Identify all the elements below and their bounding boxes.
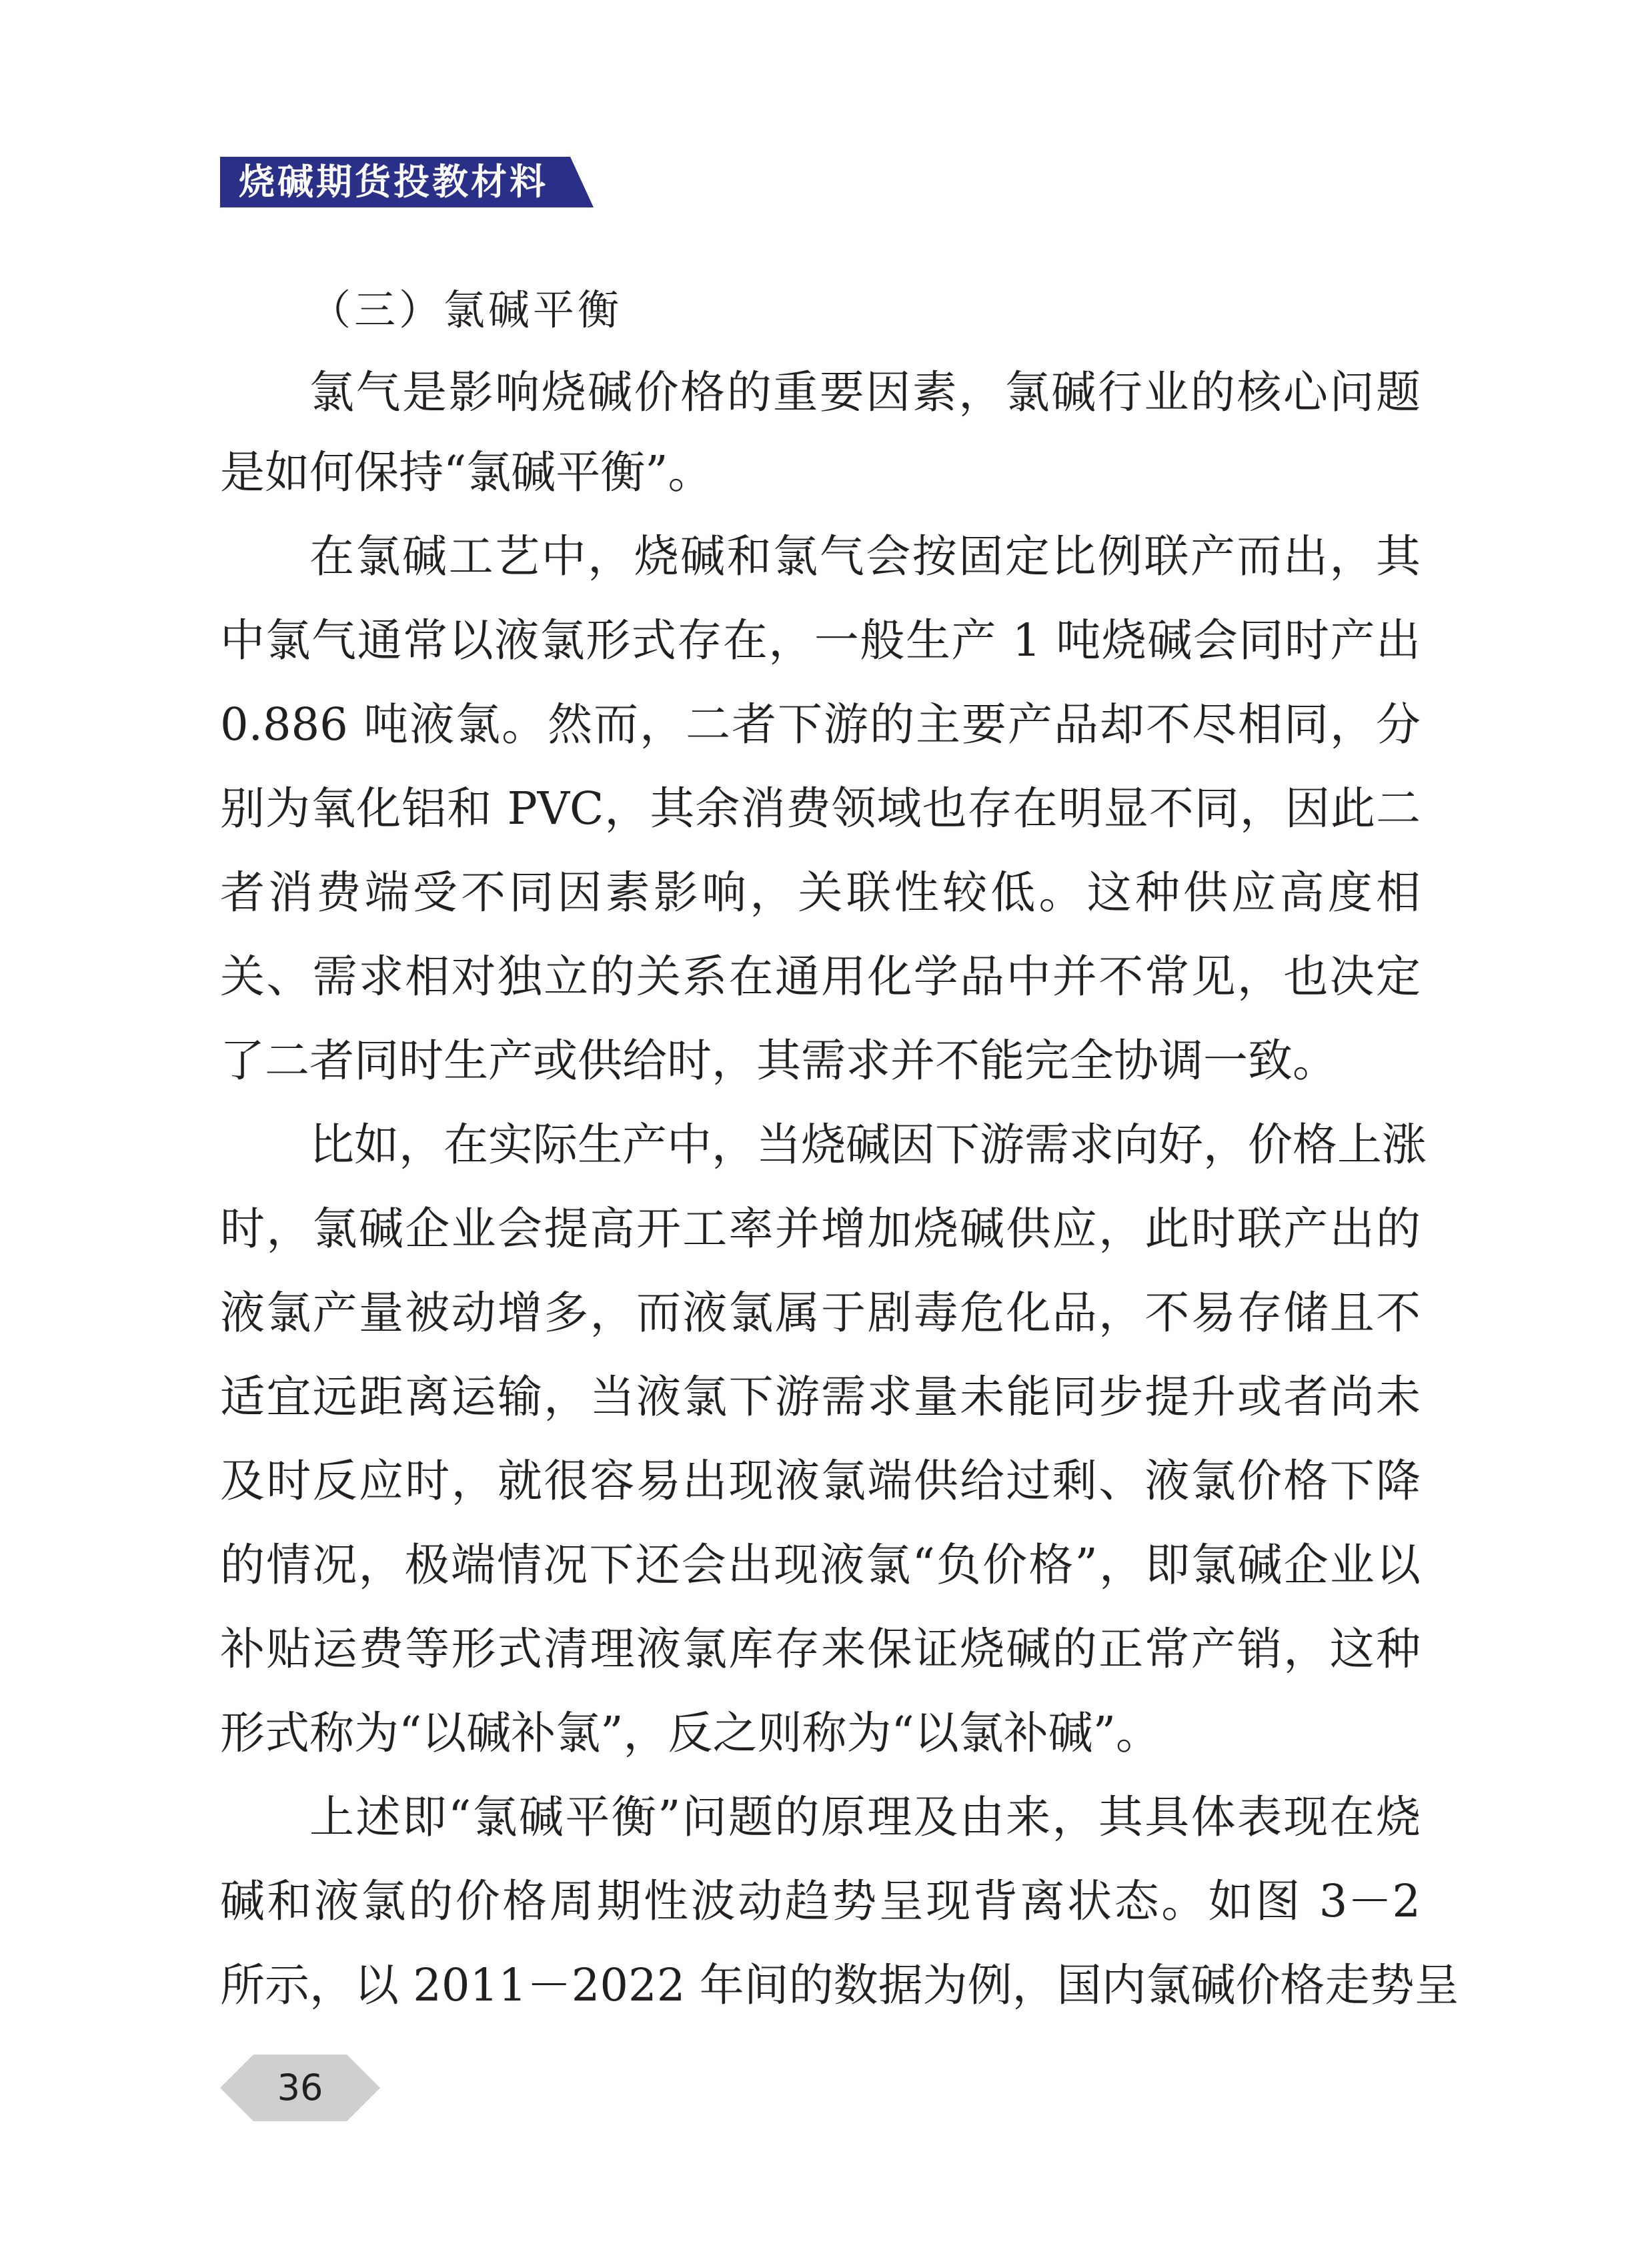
page-number: 36: [277, 2067, 323, 2109]
body-line: 液氯产量被动增多，而液氯属于剧毒危化品，不易存储且不: [220, 1287, 1421, 1339]
body-line: 时，氯碱企业会提高开工率并增加烧碱供应，此时联产出的: [220, 1203, 1421, 1255]
body-line: 比如，在实际生产中，当烧碱因下游需求向好，价格上涨: [309, 1119, 1427, 1171]
body-line: 在氯碱工艺中，烧碱和氯气会按固定比例联产而出，其: [309, 530, 1421, 582]
body-line: 氯气是影响烧碱价格的重要因素，氯碱行业的核心问题: [309, 366, 1421, 418]
body-line: 者消费端受不同因素影响，关联性较低。这种供应高度相: [220, 867, 1421, 919]
body-line: 碱和液氯的价格周期性波动趋势呈现背离状态。如图 3－2: [220, 1875, 1421, 1927]
body-line: 关、需求相对独立的关系在通用化学品中并不常见，也决定: [220, 951, 1421, 1003]
body-line: 形式称为“以碱补氯”，反之则称为“以氯补碱”。: [220, 1707, 1161, 1759]
body-line: 了二者同时生产或供给时，其需求并不能完全协调一致。: [220, 1035, 1337, 1087]
body-line: 别为氧化铝和 PVC，其余消费领域也存在明显不同，因此二: [220, 782, 1421, 834]
body-line: 补贴运费等形式清理液氯库存来保证烧碱的正常产销，这种: [220, 1623, 1421, 1675]
body-line: 适宜远距离运输，当液氯下游需求量未能同步提升或者尚未: [220, 1371, 1421, 1423]
header-title: 烧碱期货投教材料: [239, 161, 548, 203]
body-line: 的情况，极端情况下还会出现液氯“负价格”，即氯碱企业以: [220, 1539, 1421, 1591]
body-line: 及时反应时，就很容易出现液氯端供给过剩、液氯价格下降: [220, 1455, 1421, 1507]
body-line: 上述即“氯碱平衡”问题的原理及由来，其具体表现在烧: [309, 1791, 1421, 1843]
body-line: 0.886 吨液氯。然而，二者下游的主要产品却不尽相同，分: [220, 698, 1421, 750]
section-heading: （三）氯碱平衡: [309, 286, 623, 334]
body-line: 所示，以 2011－2022 年间的数据为例，国内氯碱价格走势呈: [220, 1959, 1459, 2011]
body-line: 是如何保持“氯碱平衡”。: [220, 446, 713, 498]
body-line: 中氯气通常以液氯形式存在，一般生产 1 吨烧碱会同时产出: [220, 614, 1421, 666]
